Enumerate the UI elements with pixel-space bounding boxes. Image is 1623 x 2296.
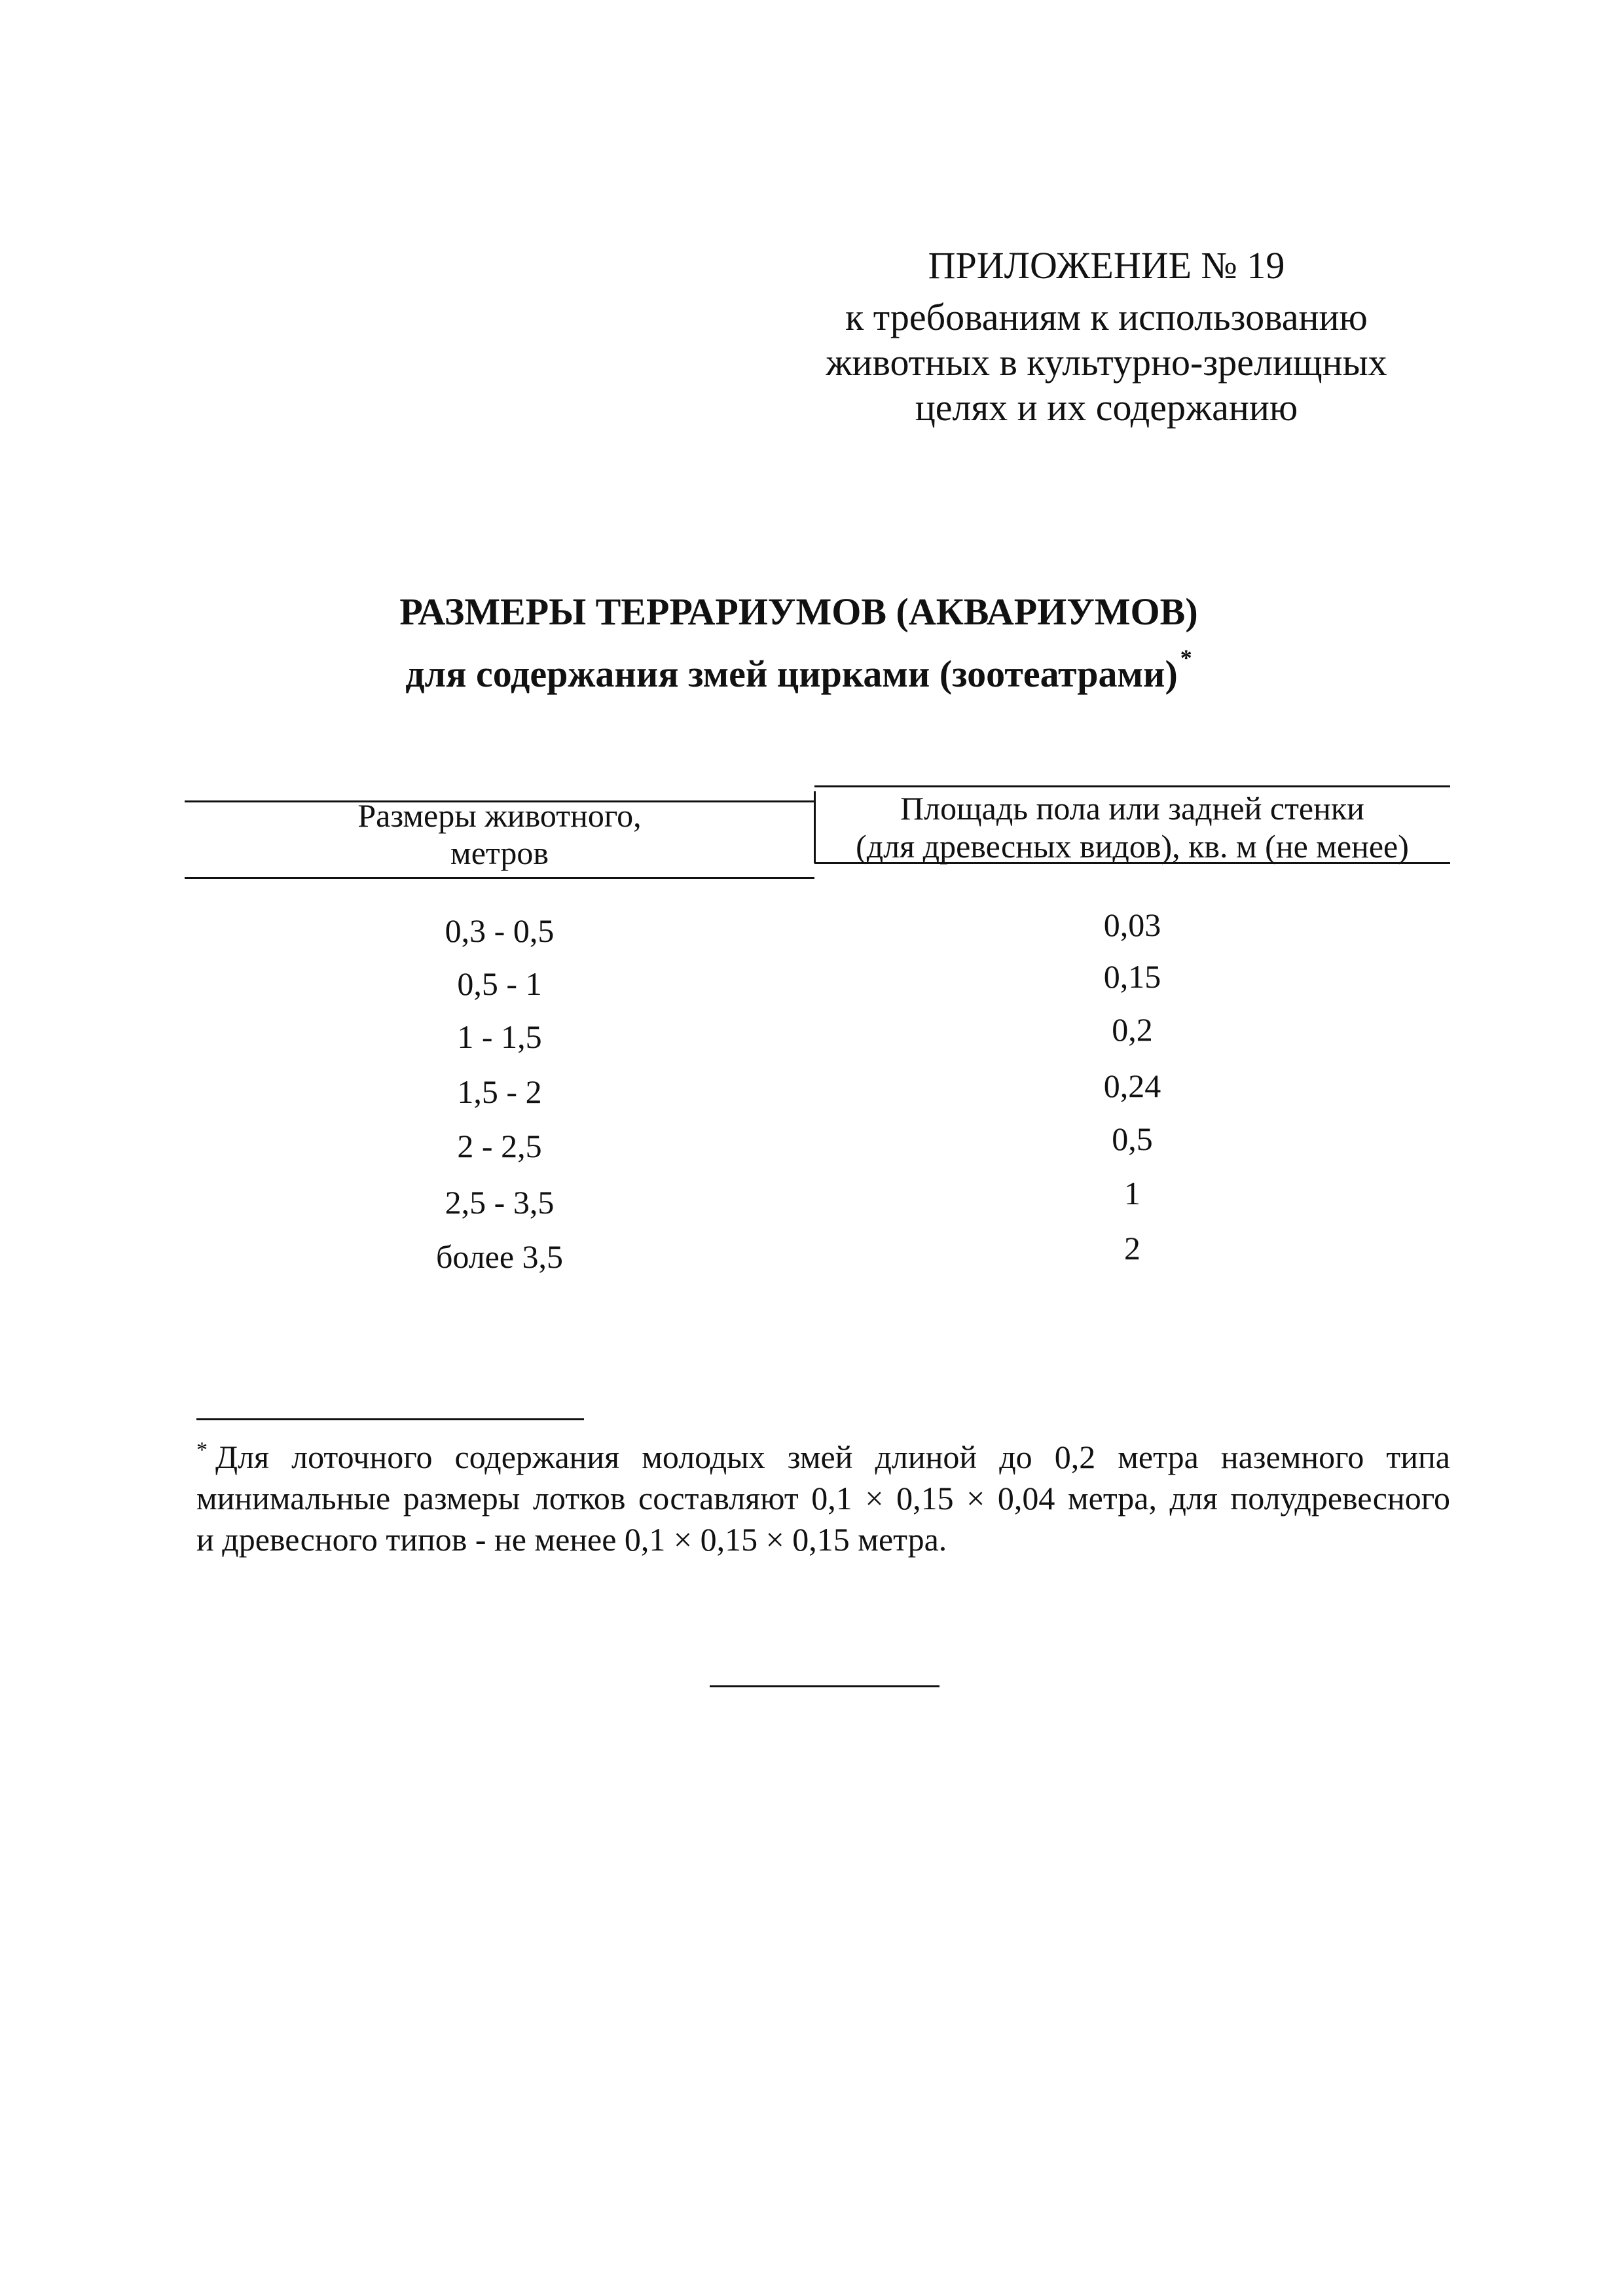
cell-min-area: 1	[1124, 1175, 1140, 1211]
footnote-line: и древесного типов - не менее 0,1 × 0,15 × 0,15 метра.	[196, 1521, 947, 1558]
cell-animal-size: 1 - 1,5	[457, 1018, 542, 1055]
document-subtitle	[157, 645, 1440, 697]
cell-min-area: 0,03	[1103, 906, 1161, 943]
column-header-size-line: Размеры животного,	[357, 797, 642, 834]
footnote	[196, 1437, 1450, 1560]
column-header-size-line: метров	[450, 834, 549, 871]
table-header-bottom-rule-left	[185, 877, 814, 879]
cell-min-area: 2	[1124, 1230, 1140, 1266]
footnote-marker: *	[196, 1438, 208, 1462]
appendix-subtitle-line: целях и их содержанию	[915, 386, 1298, 429]
cell-animal-size: 2 - 2,5	[457, 1128, 542, 1164]
footnote-line: минимальные размеры лотков составляют 0,1 × 0,15 × 0,04 метра, для полудревесного	[196, 1480, 1450, 1516]
title-footnote-marker: *	[1180, 645, 1192, 671]
cell-min-area: 0,24	[1103, 1067, 1161, 1104]
cell-animal-size: 2,5 - 3,5	[445, 1184, 555, 1221]
document-title: РАЗМЕРЫ ТЕРРАРИУМОВ (АКВАРИУМОВ)	[399, 590, 1198, 633]
footnote-line	[196, 1437, 1450, 1478]
cell-animal-size: 1,5 - 2	[457, 1073, 542, 1110]
cell-animal-size: 0,5 - 1	[457, 965, 542, 1002]
column-header-area-line: Площадь пола или задней стенки	[900, 790, 1364, 827]
cell-min-area: 0,5	[1112, 1121, 1153, 1157]
column-header-area	[814, 789, 1450, 865]
cell-animal-size: 0,3 - 0,5	[445, 912, 555, 949]
appendix-subtitle-line: животных в культурно-зрелищных	[826, 341, 1387, 384]
footnote-line-text: Для лоточного содержания молодых змей длиной до 0,2 метра наземного типа	[215, 1439, 1450, 1475]
document-end-rule	[710, 1685, 939, 1687]
table-top-rule-right	[814, 785, 1450, 787]
footnote-separator	[196, 1418, 584, 1420]
cell-min-area: 0,15	[1103, 958, 1161, 995]
appendix-subtitle-line: к требованиям к использованию	[845, 296, 1368, 338]
column-header-area-line: (для древесных видов), кв. м (не менее)	[856, 828, 1409, 865]
appendix-number: ПРИЛОЖЕНИЕ № 19	[928, 244, 1285, 287]
appendix-subtitle	[720, 295, 1493, 430]
document-subtitle-text: для содержания змей цирками (зоотеатрами)	[405, 653, 1178, 695]
cell-animal-size: более 3,5	[435, 1238, 564, 1275]
column-header-size	[185, 797, 814, 872]
cell-min-area: 0,2	[1112, 1011, 1153, 1048]
